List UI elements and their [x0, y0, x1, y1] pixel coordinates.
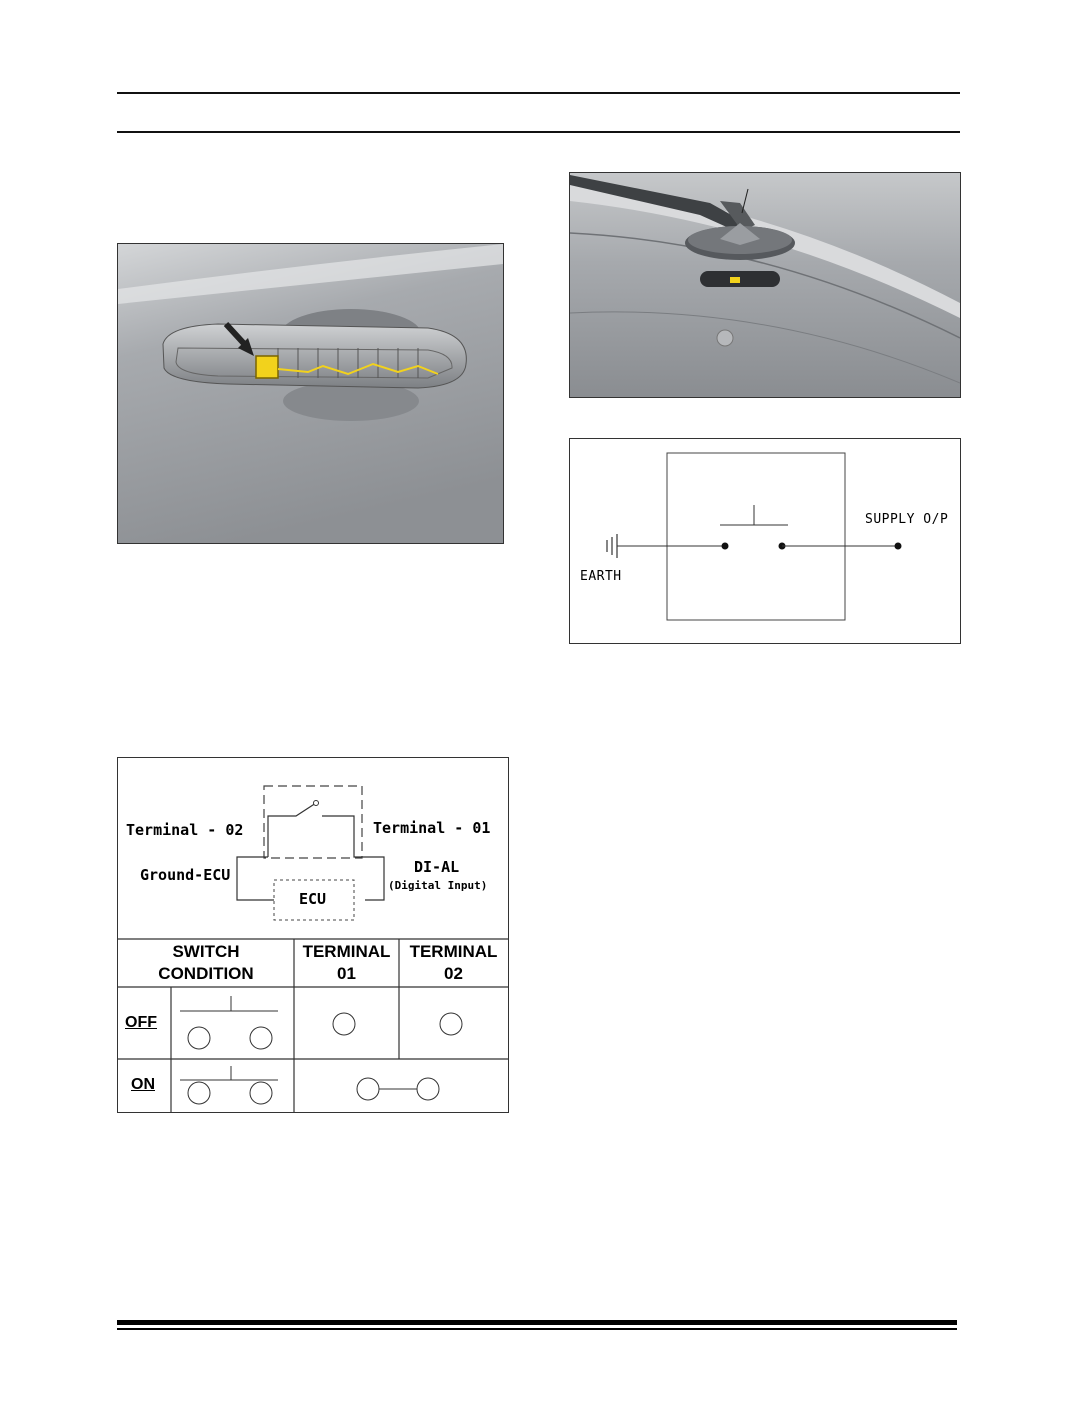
di-al-label: DI-AL — [414, 858, 460, 876]
door-handle-illustration — [117, 243, 504, 544]
switch-condition-diagram — [117, 757, 509, 1113]
switch-schematic — [569, 438, 961, 644]
terminal-02-label: Terminal - 02 — [126, 821, 244, 839]
header-rule-bottom — [117, 131, 960, 133]
row-state-off: OFF — [125, 1014, 157, 1031]
header-terminal-02-line1: TERMINAL — [409, 942, 498, 961]
header-terminal-01-line2: 01 — [337, 964, 356, 983]
header-switch-line1: SWITCH — [172, 942, 240, 961]
schematic-diagram — [570, 439, 960, 643]
header-switch-condition — [118, 941, 294, 985]
digital-input-label: (Digital Input) — [388, 879, 488, 892]
header-switch-line2: CONDITION — [158, 964, 254, 983]
terminal-01-label: Terminal - 01 — [373, 819, 491, 837]
supply-label: SUPPLY O/P — [865, 512, 949, 527]
header-terminal-01 — [294, 941, 399, 985]
earth-label: EARTH — [580, 569, 622, 584]
tailgate-illustration — [569, 172, 961, 398]
ground-ecu-label: Ground-ECU — [140, 866, 231, 884]
header-terminal-02-line2: 02 — [444, 964, 463, 983]
row-state-on: ON — [131, 1076, 155, 1093]
earth-icon — [607, 534, 617, 558]
door-handle-image — [118, 244, 503, 543]
footer-rule-thick — [117, 1320, 957, 1325]
header-terminal-02 — [399, 941, 508, 985]
header-terminal-01-line1: TERMINAL — [302, 942, 391, 961]
ecu-label: ECU — [299, 890, 327, 908]
footer-rule-thin — [117, 1328, 957, 1330]
switch-wiring-drawing — [118, 758, 508, 1112]
tailgate-image — [570, 173, 960, 397]
header-rule-top — [117, 92, 960, 94]
